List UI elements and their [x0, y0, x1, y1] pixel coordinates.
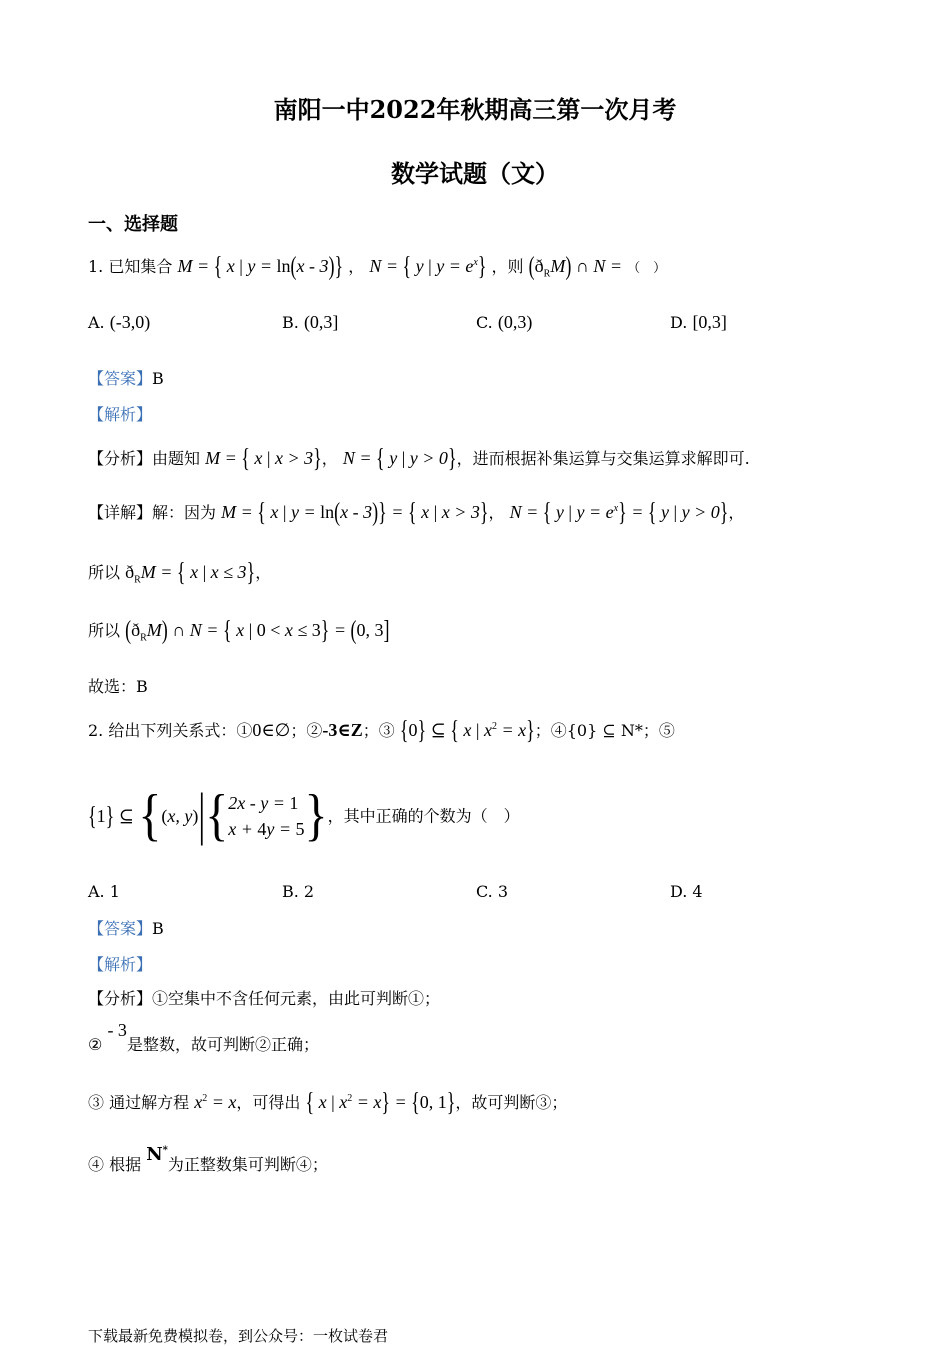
q2-analysis-tag: 【解析】	[88, 955, 153, 974]
section-heading: 一、选择题	[88, 214, 178, 235]
q2-fenxi: 【分析】①空集中不含任何元素，由此可判断①；	[88, 989, 441, 1008]
q1-fenxi: 【分析】由题知 M = { x | x > 3}， N = { y | y > 0}，进而根据补集运算与交集运算求解即可.	[88, 443, 750, 473]
q1-option-a[interactable]: A. (-3,0)	[88, 312, 151, 332]
q2-statement-5: { 1 } ⊆ { ( x, y ) | { 2x - y = 1 x + 4y = 5 } ，其中正确的个数为（ ）	[88, 783, 520, 848]
q1-choice: 故选：B	[88, 677, 148, 696]
footer-note: 下载最新免费模拟卷，到公众号：一枚试卷君	[88, 1327, 389, 1345]
q2-option-c[interactable]: C. 3	[476, 882, 509, 901]
q1-option-c[interactable]: C. (0,3)	[476, 312, 533, 332]
question-1: 1. 已知集合 M = { x | y = ln(x - 3)} ， N = { y | $y = e^x$} ，则 $(ð_RM)$ ∩ N = （ ）	[88, 251, 667, 281]
page-title: 南阳一中2022年秋期高三第一次月考	[273, 95, 677, 124]
q2-option-b[interactable]: B. 2	[282, 882, 315, 901]
q1-expression: $(ð_RM)$ ∩ N =	[528, 251, 622, 281]
q1-detail: 【详解】解：因为 M = { x | y = ln(x - 3)} = { x | x > 3}， N = { y | $y = e^x$} = { y | y > 0}，	[88, 497, 745, 527]
q1-set-m: M = { x | y = ln(x - 3)}	[177, 251, 344, 281]
q2-answer: 【答案】B	[88, 919, 164, 938]
page-subtitle: 数学试题（文）	[391, 159, 559, 188]
q1-set-n: N = { y | $y = e^x$}	[369, 251, 487, 281]
q1-option-d[interactable]: D. [0,3]	[670, 312, 727, 332]
question-2: 2. 给出下列关系式：①0∈∅；②-3∈Z；③ {0} ⊆ { x | $x^2 = x$}；④{0} ⊆ N*；⑤	[88, 715, 675, 745]
q1-complement: 所以 $ð_RM$ = { x | x ≤ 3}，	[88, 557, 272, 587]
q1-prefix: 1. 已知集合	[88, 257, 173, 276]
q2-option-a[interactable]: A. 1	[88, 882, 120, 901]
q1-analysis-tag: 【解析】	[88, 405, 153, 424]
q1-option-b[interactable]: B. (0,3]	[282, 312, 339, 332]
q2-line-2: ② - 3是整数，故可判断②正确；	[88, 1020, 319, 1054]
q2-option-d[interactable]: D. 4	[670, 882, 703, 901]
q2-line-3: ③ 通过解方程 $x^2 = x$，可得出 { x | $x^2 = x\} = \{0$, 1}，故可判断③；	[88, 1087, 568, 1117]
q1-answer: 【答案】B	[88, 369, 164, 388]
q2-line-4: ④ 根据 N*为正整数集可判断④；	[88, 1144, 328, 1174]
q1-intersection: 所以 $(ð_RM)$ ∩ N = { x | 0 < x ≤ 3} = (0, 3]	[88, 615, 390, 645]
